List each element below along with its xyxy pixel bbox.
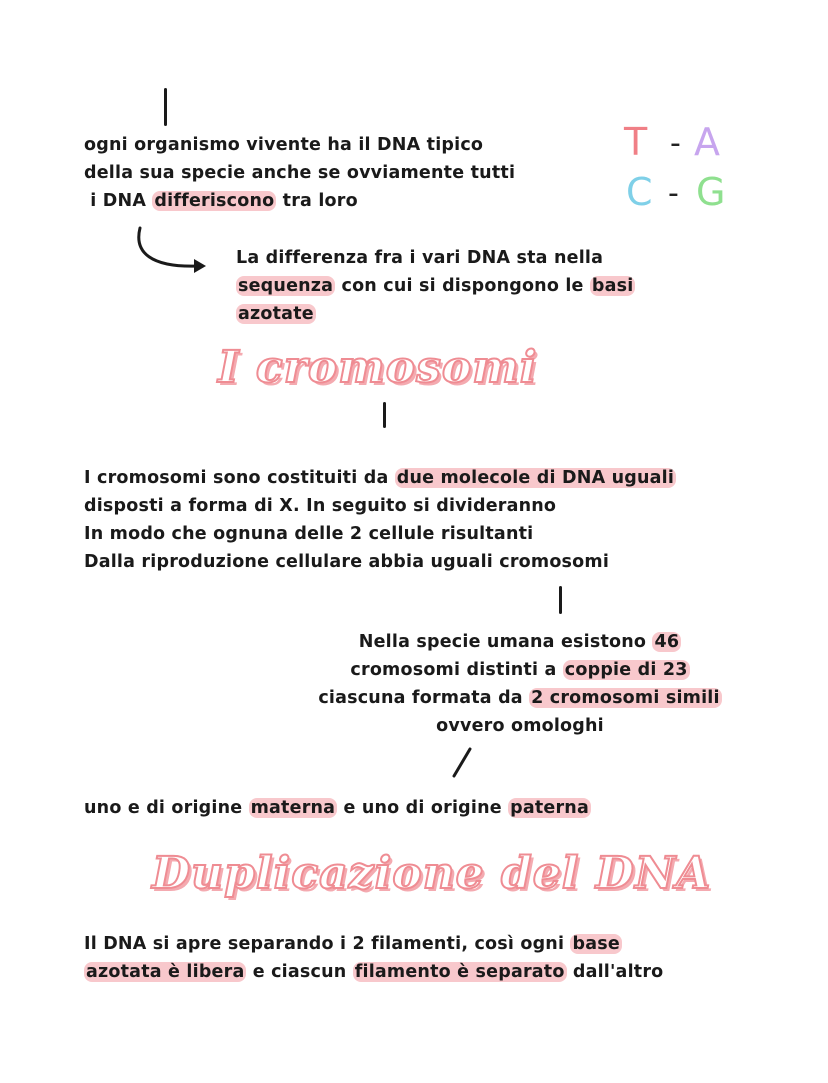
curved-arrow-icon (130, 222, 216, 282)
highlight-filamento: filamento è separato (354, 962, 565, 982)
umana-line-1: Nella specie umana esistono 46 (358, 632, 680, 652)
umana-paragraph (290, 628, 750, 740)
umana-line-3: ciascuna formata da 2 cromosomi simili (318, 688, 720, 708)
highlight-paterna: paterna (510, 798, 589, 818)
highlight-basi: basi (591, 276, 634, 296)
highlight-coppie: coppie di 23 (564, 660, 688, 680)
cromosomi-paragraph (84, 464, 676, 576)
connector-line-top (164, 88, 167, 126)
intro-line-1: ogni organismo vivente ha il DNA tipico (84, 135, 484, 155)
intro-line-3: i DNA differiscono tra loro (90, 191, 358, 211)
cromosomi-line-1: I cromosomi sono costituiti da due molecole di DNA uguali (84, 468, 675, 488)
umana-line-4: ovvero omologhi (436, 716, 604, 736)
base-a: A (694, 120, 720, 164)
difference-line-1: La differenza fra i vari DNA sta nella (236, 248, 604, 268)
highlight-2-cromosomi: 2 cromosomi simili (531, 688, 720, 708)
connector-line-umana (559, 586, 562, 614)
highlight-base: base (572, 934, 620, 954)
highlight-differiscono: differiscono (154, 191, 275, 211)
intro-paragraph (84, 131, 515, 215)
title-cromosomi: I cromosomi (218, 342, 538, 393)
title-duplicazione: Duplicazione del DNA (152, 848, 712, 899)
pair-dash-2: - (668, 176, 679, 211)
intro-line-2: della sua specie anche se ovviamente tutti (84, 163, 516, 183)
connector-diagonal-line (448, 746, 476, 780)
difference-line-2: sequenza con cui si dispongono le basi (238, 276, 634, 296)
duplicazione-line-1: Il DNA si apre separando i 2 filamenti, così ogni base (84, 934, 620, 954)
highlight-materna: materna (250, 798, 336, 818)
highlight-azotate: azotate (238, 304, 314, 324)
highlight-due-molecole: due molecole di DNA uguali (396, 468, 675, 488)
highlight-azotata-libera: azotata è libera (86, 962, 245, 982)
highlight-sequenza: sequenza (238, 276, 334, 296)
pair-dash-1: - (670, 126, 681, 161)
connector-line-cromosomi (383, 402, 386, 428)
base-g: G (696, 170, 726, 214)
origine-line: uno e di origine materna e uno di origine paterna (84, 798, 589, 818)
cromosomi-line-4: Dalla riproduzione cellulare abbia uguali cromosomi (84, 552, 610, 572)
base-c: C (626, 170, 653, 214)
base-t: T (624, 120, 648, 164)
umana-line-2: cromosomi distinti a coppie di 23 (350, 660, 688, 680)
cromosomi-line-3: In modo che ognuna delle 2 cellule risultanti (84, 524, 534, 544)
duplicazione-paragraph (84, 930, 663, 986)
difference-line-3 (236, 300, 635, 328)
highlight-46: 46 (654, 632, 680, 652)
difference-paragraph (236, 244, 635, 328)
cromosomi-line-2: disposti a forma di X. In seguito si divideranno (84, 496, 557, 516)
duplicazione-line-2: azotata è libera e ciascun filamento è separato dall'altro (86, 962, 664, 982)
